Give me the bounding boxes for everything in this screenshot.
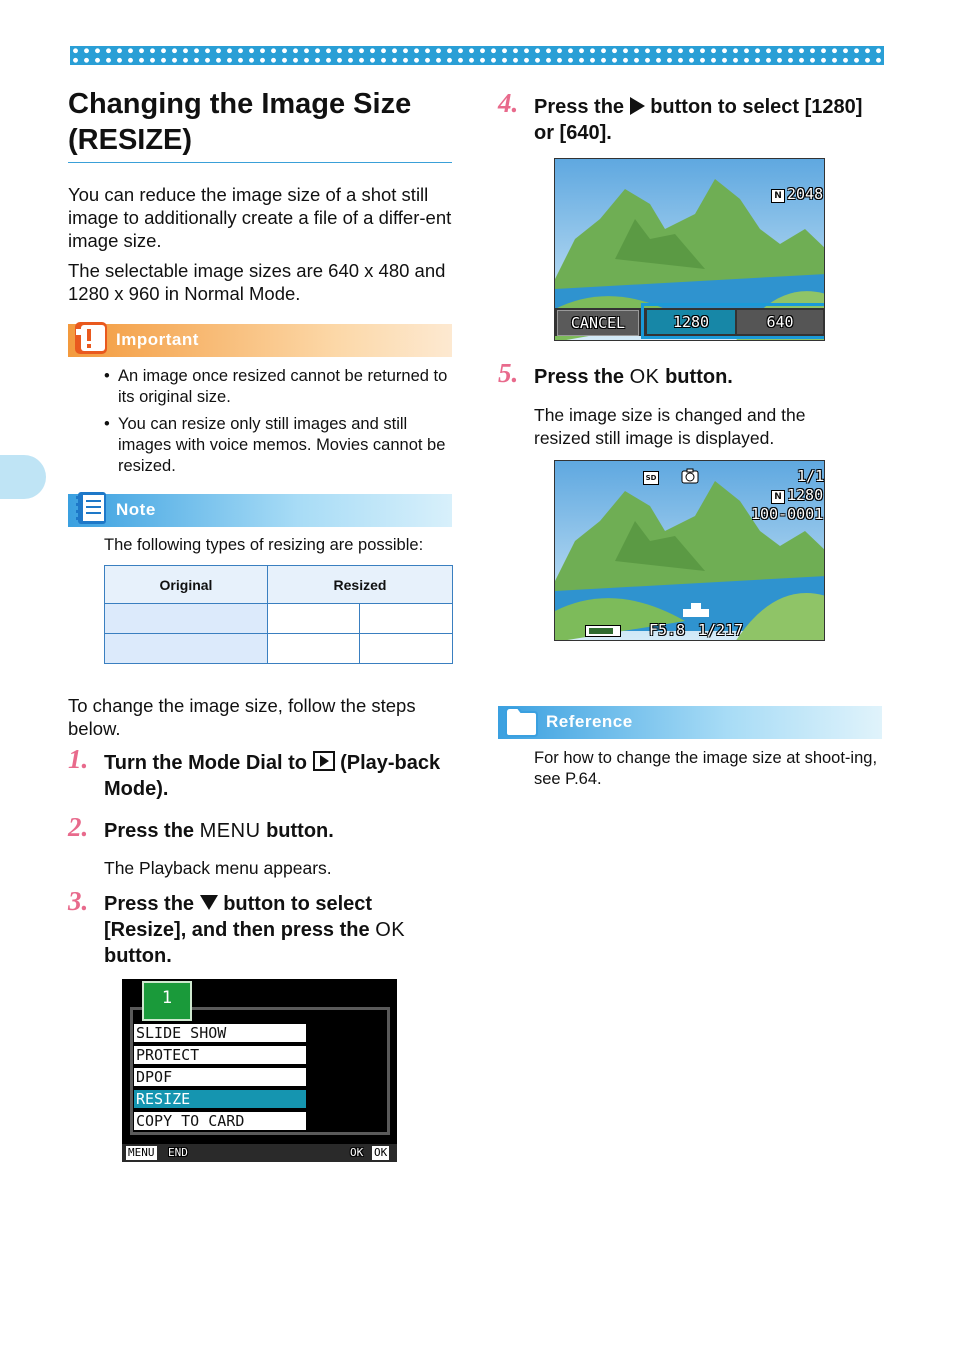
ok-key-label: OK: [375, 919, 406, 941]
step-text: button.: [104, 945, 172, 967]
step-text: button.: [266, 820, 334, 842]
reference-folder-icon: [504, 702, 538, 738]
image-size: 1280: [787, 486, 824, 504]
step-number: 2.: [68, 812, 89, 842]
menu-item-dpof: DPOF: [134, 1068, 306, 1086]
important-item: • You can resize only still images and still images with voice memos. Movies cannot be resized.: [104, 414, 452, 477]
note-text: The following types of resizing are possible:: [104, 536, 424, 554]
battery-icon: [585, 625, 621, 637]
step-3-text: [104, 891, 452, 969]
menu-key-label: MENU: [199, 820, 261, 842]
chapter-tab: [0, 455, 46, 499]
ok-footer-label: OK: [350, 1146, 364, 1159]
table-cell: [105, 604, 268, 634]
playback-mode-icon: [313, 751, 335, 771]
menu-item-slide-show: SLIDE SHOW: [134, 1024, 306, 1042]
table-header-resized: Resized: [268, 566, 453, 604]
result-screen: [554, 460, 825, 641]
camera-icon: [681, 468, 699, 484]
ok-key-label: OK: [629, 366, 660, 388]
cancel-button[interactable]: CANCEL: [557, 310, 639, 336]
size-badge: N: [771, 189, 785, 203]
menu-footer-label: END: [168, 1146, 188, 1159]
step-text: (Play-back Mode).: [104, 752, 441, 800]
size-badge: N: [771, 490, 785, 504]
step-text: Press the: [104, 893, 195, 915]
current-size: 2048: [787, 185, 824, 203]
step-text: button to select [1280] or [640].: [534, 96, 863, 144]
playback-menu-screen: [122, 979, 397, 1162]
menu-footer: [122, 1144, 397, 1162]
menu-item-resize: RESIZE: [134, 1090, 306, 1108]
step-2-text: [104, 818, 452, 844]
step-text: Press the: [104, 820, 195, 842]
menu-item-copy-to-card: COPY TO CARD: [134, 1112, 306, 1130]
reference-label: Reference: [546, 712, 633, 731]
reference-banner: [498, 706, 882, 739]
note-banner: [68, 494, 452, 527]
table-header-original: Original: [105, 566, 268, 604]
shutter-value: 1/217: [698, 621, 744, 639]
step-number: 3.: [68, 886, 89, 916]
right-arrow-icon: [630, 97, 645, 115]
step-number: 5.: [498, 358, 519, 388]
step-number: 4.: [498, 88, 519, 118]
important-item: • An image once resized cannot be returned to its original size.: [104, 366, 452, 408]
step-text: Press the: [534, 366, 625, 388]
frame-counter: 1/1: [797, 467, 825, 485]
resize-table: [104, 565, 453, 664]
table-cell: [105, 634, 268, 664]
table-row: [105, 604, 453, 634]
aperture-value: F5.8: [649, 621, 686, 639]
step-text: Press the: [534, 96, 625, 118]
step-1-text: [104, 750, 452, 802]
step-2-desc: The Playback menu appears.: [104, 858, 332, 878]
table-cell: [360, 634, 453, 664]
reference-text: For how to change the image size at shoot-ing, see P.64.: [534, 749, 878, 788]
important-icon: [74, 320, 108, 356]
menu-tab: 1: [142, 981, 192, 1021]
table-cell: [360, 604, 453, 634]
file-number: 100-0001: [751, 505, 824, 523]
sd-card-icon: SD: [643, 471, 659, 485]
table-row: [105, 634, 453, 664]
down-arrow-icon: [200, 895, 218, 910]
page-title: Changing the Image Size (RESIZE): [68, 86, 452, 163]
table-cell: [268, 634, 360, 664]
size-640-button[interactable]: 640: [737, 310, 823, 334]
note-icon: [74, 490, 108, 526]
step-text: Turn the Mode Dial to: [104, 752, 307, 774]
step-text: button to select [Resize], and then press the: [104, 893, 373, 941]
menu-item-protect: PROTECT: [134, 1046, 306, 1064]
important-label: Important: [116, 330, 199, 349]
intro-paragraph-2: The selectable image sizes are 640 x 480 and 1280 x 960 in Normal Mode.: [68, 260, 446, 304]
note-label: Note: [116, 500, 156, 519]
resize-screen: [554, 158, 825, 341]
important-banner: [68, 324, 452, 357]
step-5-text: [534, 364, 884, 390]
step-5-desc: The image size is changed and the resized still image is displayed.: [534, 405, 806, 448]
ok-footer-key: OK: [374, 1146, 388, 1159]
size-1280-button[interactable]: 1280: [647, 310, 735, 334]
header-pattern-bar: [70, 46, 884, 65]
important-list: [104, 366, 452, 483]
table-cell: [268, 604, 360, 634]
lead-paragraph: To change the image size, follow the steps below.: [68, 695, 416, 739]
step-text: button.: [665, 366, 733, 388]
intro-paragraph-1: You can reduce the image size of a shot still image to additionally create a file of a differ-ent image size.: [68, 184, 452, 251]
menu-footer-key: MENU: [128, 1146, 155, 1159]
step-number: 1.: [68, 744, 89, 774]
step-4-text: [534, 94, 884, 146]
landscape-photo: [555, 461, 825, 641]
